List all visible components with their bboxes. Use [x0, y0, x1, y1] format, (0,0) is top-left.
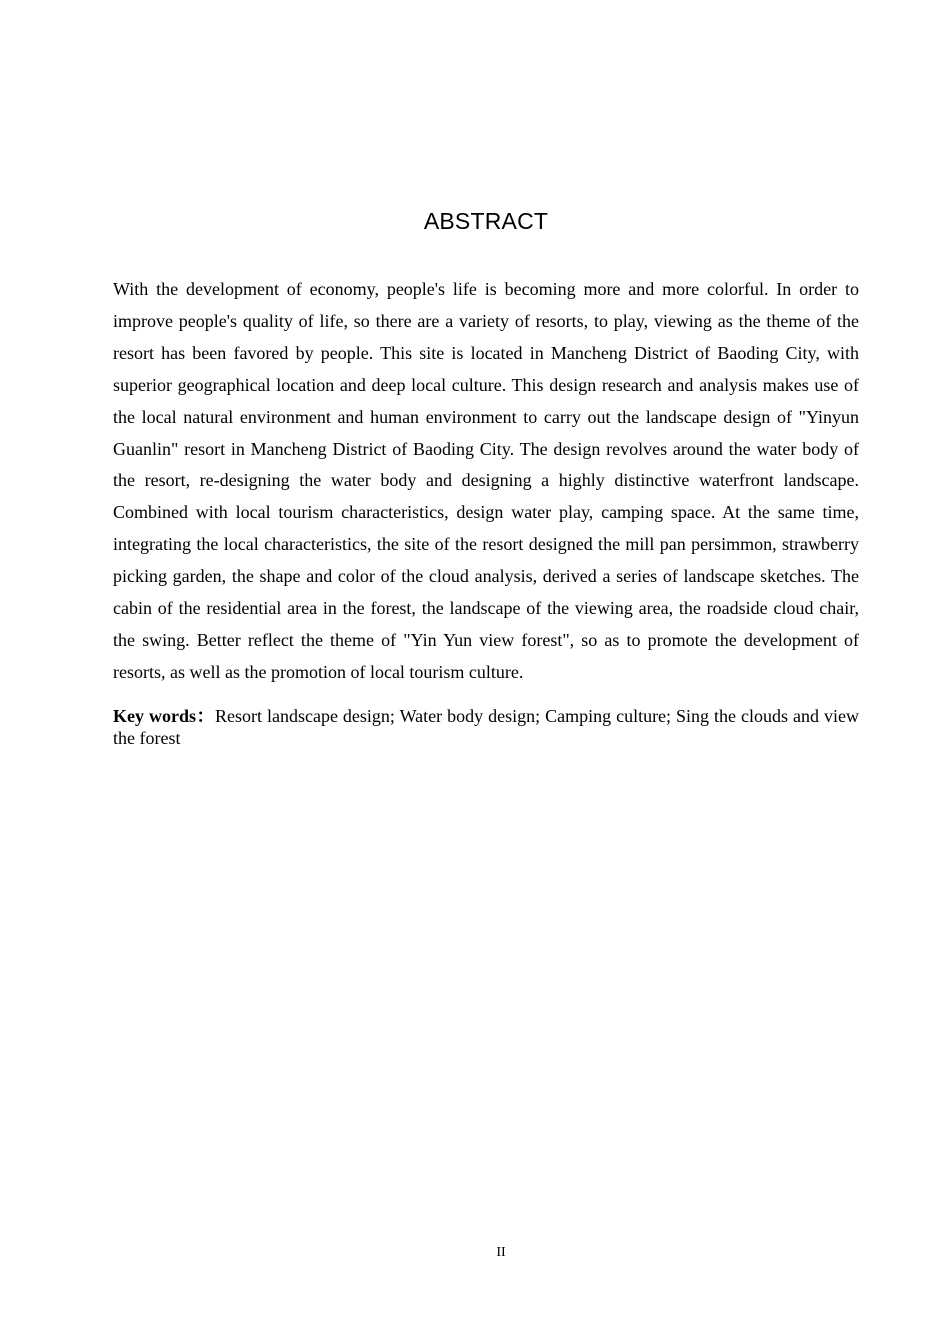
keywords-paragraph [113, 705, 859, 749]
abstract-paragraph: With the development of economy, people's life is becoming more and more colorful. In order to improve people's quality of life, so there are a variety of resorts, to play, viewing as the theme of the resort has been favored by people. This site is located in Mancheng District of Baoding City, with superior geographical location and deep local culture. This design research and analysis makes use of the local natural environment and human environment to carry out the landscape design of "Yinyun Guanlin" resort in Mancheng District of Baoding City. The design revolves around the water body of the resort, re-designing the water body and designing a highly distinctive waterfront landscape. Combined with local tourism characteristics, design water play, camping space. At the same time, integrating the local characteristics, the site of the resort designed the mill pan persimmon, strawberry picking garden, the shape and color of the cloud analysis, derived a series of landscape sketches. The cabin of the residential area in the forest, the landscape of the viewing area, the roadside cloud chair, the swing. Better reflect the theme of "Yin Yun view forest", so as to promote the development of resorts, as well as the promotion of local tourism culture. [113, 279, 859, 682]
keywords-text: Resort landscape design; Water body design; Camping culture; Sing the clouds and view the forest [113, 706, 859, 748]
keywords-label: Key words： [113, 706, 215, 726]
page-number: II [496, 1245, 506, 1260]
abstract-title: ABSTRACT [423, 208, 549, 234]
